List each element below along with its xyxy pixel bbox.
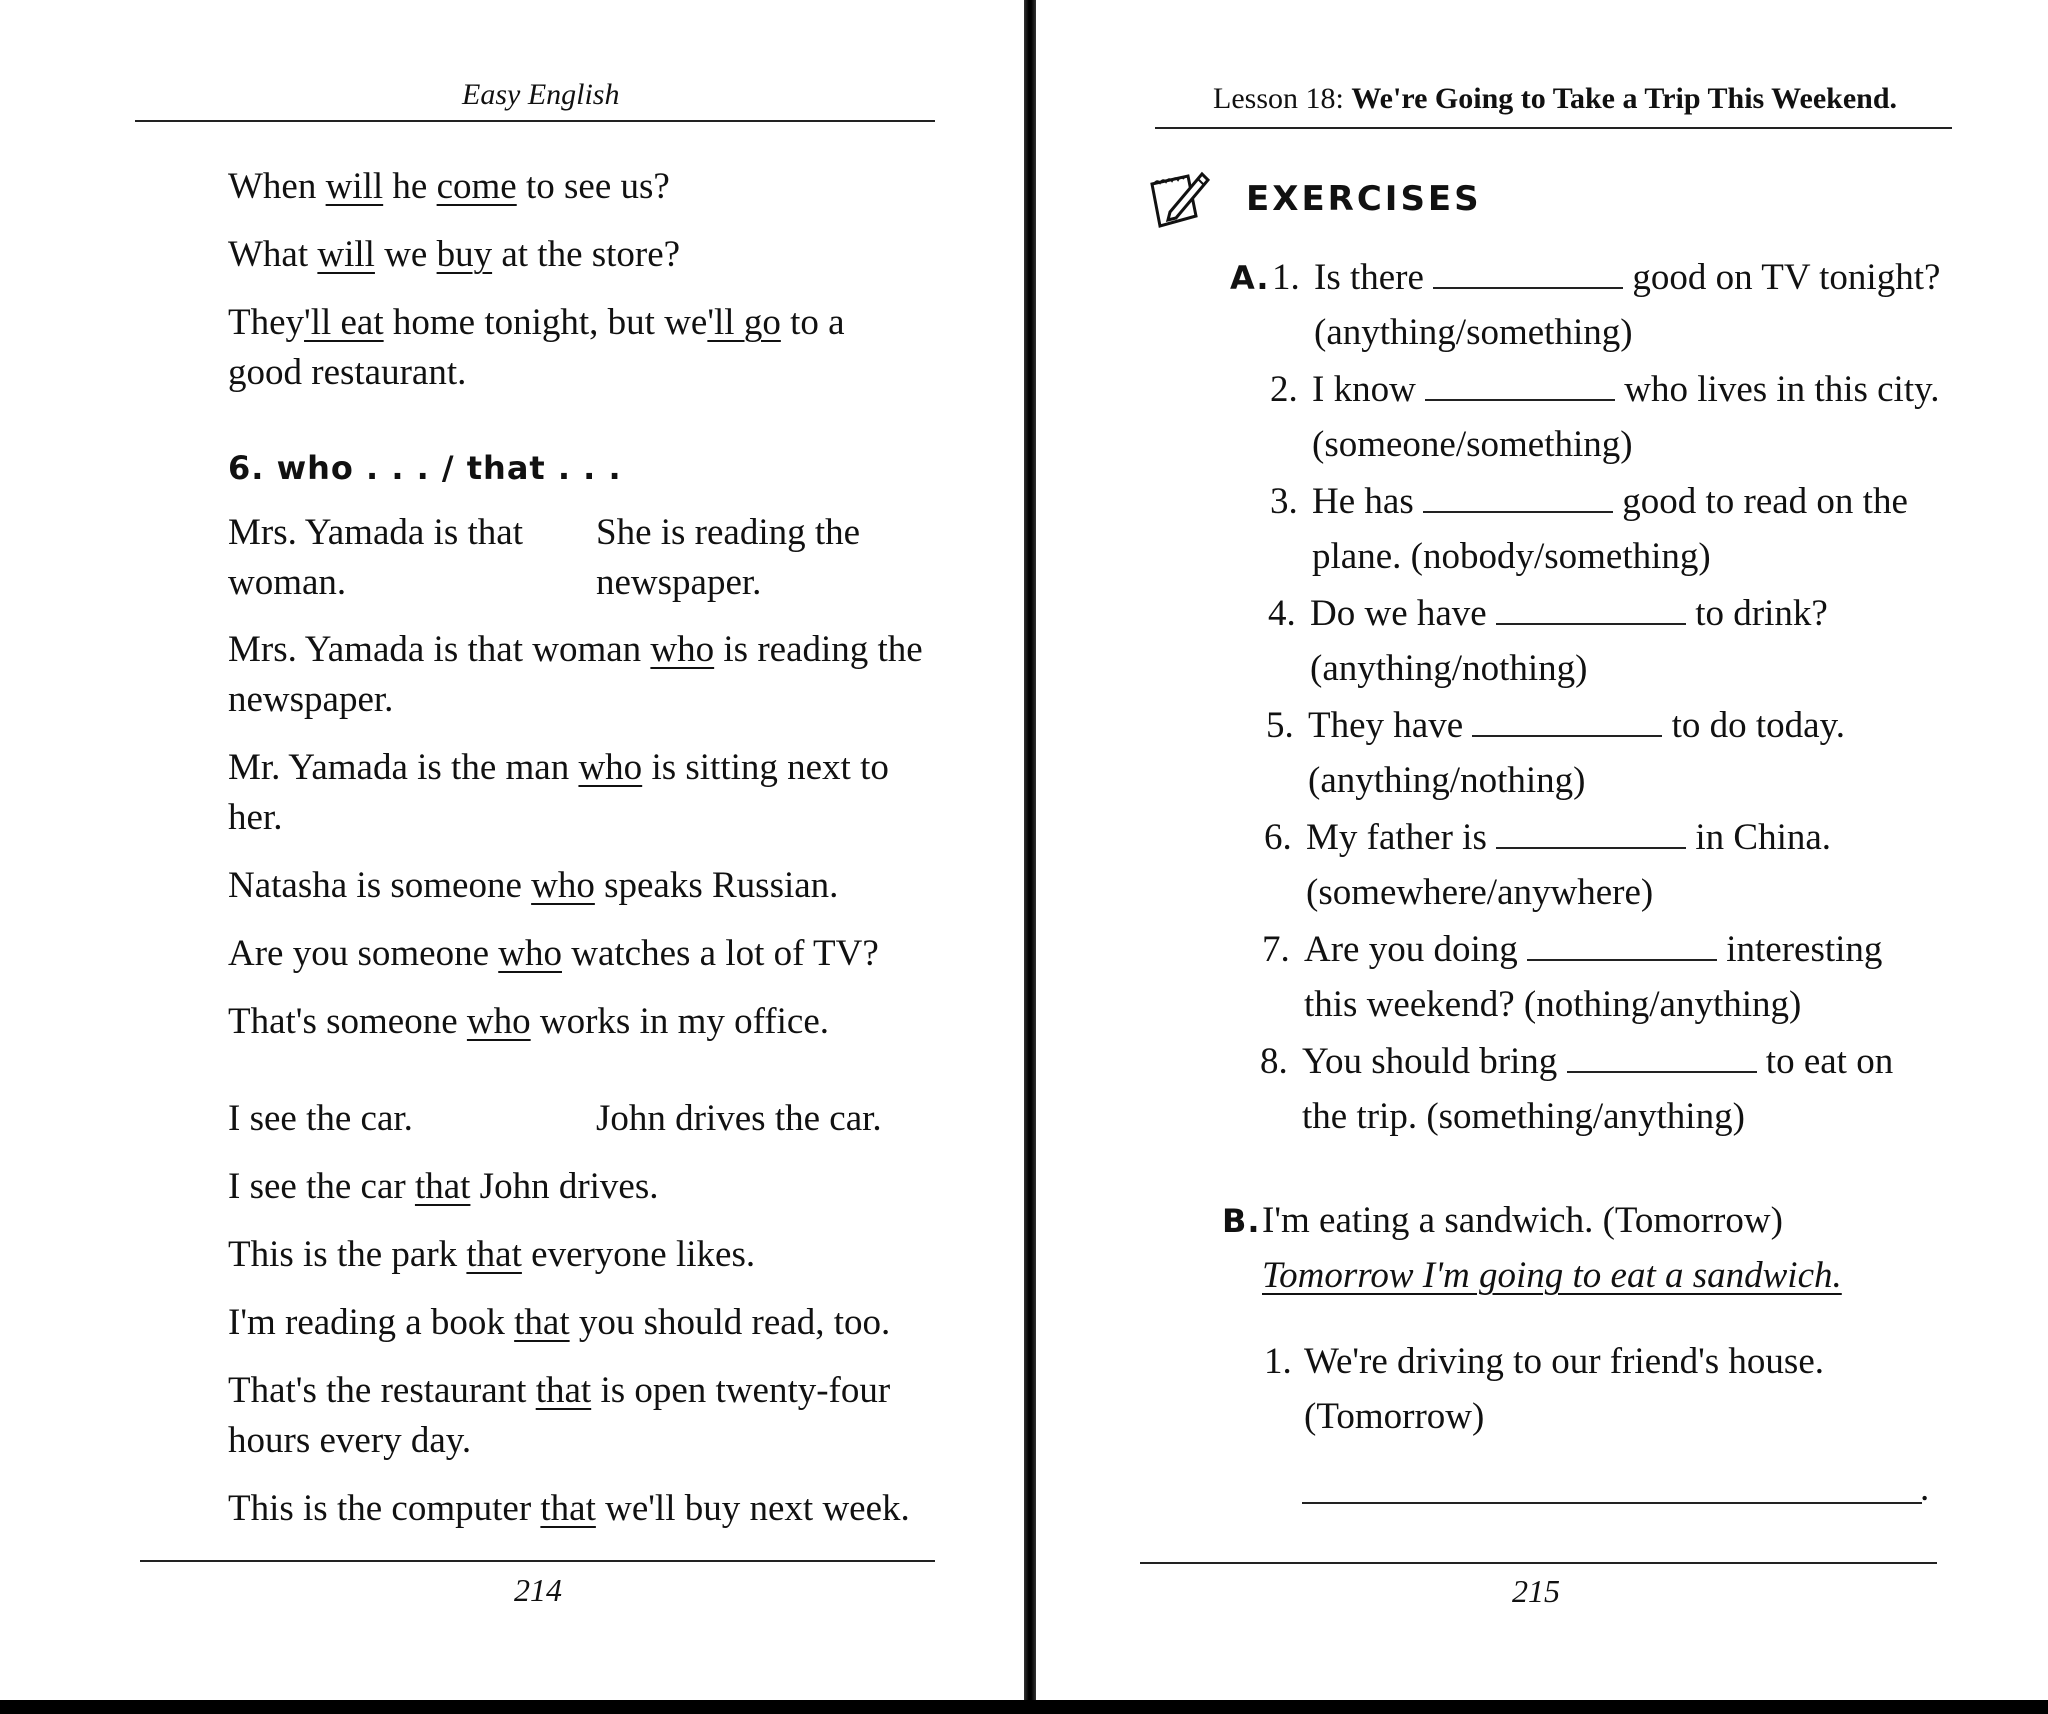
fill-in-blank[interactable] <box>1567 1041 1757 1073</box>
item-prompt-start: I know <box>1312 369 1426 410</box>
item-prompt-end: to eat on <box>1756 1041 1894 1082</box>
that-sentence <box>228 1230 755 1280</box>
exercise-a-options: (anything/nothing) <box>1308 760 1586 801</box>
underlined-word: come <box>436 166 517 207</box>
b-item-number: 1. <box>1264 1341 1292 1382</box>
underlined-word: that <box>514 1302 570 1343</box>
item-prompt-start: They have <box>1308 705 1473 746</box>
exercise-a-options: plane. (nobody/something) <box>1312 536 1711 577</box>
section-6-heading: 6. who . . . / that . . . <box>228 449 622 487</box>
pair1-right-line2: newspaper. <box>596 562 762 603</box>
b-item-line2: (Tomorrow) <box>1304 1396 1485 1437</box>
fill-in-blank[interactable] <box>1527 929 1717 961</box>
text-segment: we <box>374 234 437 275</box>
left-footer-rule <box>140 1560 935 1562</box>
text-segment: watches a lot of TV? <box>561 933 879 974</box>
exercise-a-number: 7. <box>1262 929 1290 970</box>
text-segment: That's someone <box>228 1001 467 1042</box>
left-running-head: Easy English <box>462 78 620 111</box>
text-segment: That's the restaurant <box>228 1370 536 1411</box>
section-b-prompt: I'm eating a sandwich. (Tomorrow) <box>1262 1200 1783 1241</box>
exercises-title: EXERCISES <box>1246 179 1482 219</box>
underlined-word: buy <box>436 234 493 275</box>
text-segment: When <box>228 166 326 207</box>
text-segment: we'll buy next week. <box>595 1488 910 1529</box>
underlined-word: that <box>540 1488 596 1529</box>
underlined-word: that <box>466 1234 522 1275</box>
example-sentence <box>228 162 670 212</box>
text-segment: works in my office. <box>530 1001 829 1042</box>
example-sentence <box>228 298 845 348</box>
item-prompt-end: to drink? <box>1685 593 1828 634</box>
page-bottom-edge <box>0 1700 2048 1714</box>
text-segment: speaks Russian. <box>594 865 839 906</box>
b-item-line1: We're driving to our friend's house. <box>1304 1341 1825 1382</box>
exercise-a-item <box>1312 365 1939 415</box>
exercise-a-number: 6. <box>1264 817 1292 858</box>
underlined-word: that <box>535 1370 592 1411</box>
example-sentence <box>228 230 680 280</box>
exercise-a-number: 5. <box>1266 705 1294 746</box>
pair2-right: John drives the car. <box>596 1098 882 1139</box>
text-segment: hours every day. <box>228 1420 472 1461</box>
text-segment: I see the car <box>228 1166 415 1207</box>
who-sentence <box>228 861 838 911</box>
text-segment: newspaper. <box>228 679 394 720</box>
exercise-a-number: 4. <box>1268 593 1296 634</box>
underlined-word: who <box>498 933 562 974</box>
underlined-word: will <box>325 166 384 207</box>
who-sentence <box>228 743 889 793</box>
that-sentence <box>228 1416 471 1466</box>
section-b-example: Tomorrow I'm going to eat a sandwich. <box>1262 1255 1842 1296</box>
pair1-right-line1: She is reading the <box>596 512 861 553</box>
right-header-rule <box>1155 127 1952 129</box>
exercise-a-number: 2. <box>1270 369 1298 410</box>
exercise-a-options: (somewhere/anywhere) <box>1306 872 1654 913</box>
text-segment: Are you someone <box>228 933 499 974</box>
who-sentence <box>228 625 923 675</box>
who-sentence <box>228 929 879 979</box>
exercise-a-item <box>1302 1037 1893 1087</box>
underlined-word: who <box>466 1001 531 1042</box>
text-segment: is reading the <box>714 629 923 670</box>
text-segment: Natasha is someone <box>228 865 532 906</box>
right-footer-rule <box>1140 1562 1937 1564</box>
b-answer-period: . <box>1920 1468 1930 1509</box>
item-prompt-start: Are you doing <box>1304 929 1527 970</box>
underlined-word: 'll eat <box>304 302 384 343</box>
exercise-a-number: 8. <box>1260 1041 1288 1082</box>
item-prompt-start: You should bring <box>1302 1041 1567 1082</box>
item-prompt-start: Is there <box>1314 257 1434 298</box>
that-sentence <box>228 1484 910 1534</box>
item-prompt-end: in China. <box>1686 817 1832 858</box>
who-sentence <box>228 997 829 1047</box>
lesson-title: We're Going to Take a Trip This Weekend. <box>1351 82 1898 115</box>
exercise-a-options: this weekend? (nothing/anything) <box>1304 984 1802 1025</box>
that-sentence <box>228 1366 890 1416</box>
text-segment: home tonight, but we <box>383 302 708 343</box>
underlined-word: who <box>650 629 715 670</box>
item-prompt-end: good to read on the <box>1612 481 1908 522</box>
underlined-word: who <box>531 865 595 906</box>
text-segment: good restaurant. <box>228 352 467 393</box>
text-segment: you should read, too. <box>569 1302 891 1343</box>
right-page-number: 215 <box>1512 1573 1560 1609</box>
that-sentence <box>228 1162 659 1212</box>
exercise-a-item <box>1312 477 1908 527</box>
who-sentence <box>228 793 282 843</box>
exercise-a-item <box>1310 589 1828 639</box>
underlined-word: 'll go <box>707 302 781 343</box>
item-prompt-start: My father is <box>1306 817 1497 858</box>
fill-in-blank[interactable] <box>1425 369 1615 401</box>
text-segment: is sitting next to <box>642 747 889 788</box>
exercise-a-number: 1. <box>1272 257 1300 298</box>
text-segment: he <box>383 166 437 207</box>
section-a-label: A. <box>1230 259 1270 297</box>
text-segment: What <box>228 234 318 275</box>
fill-in-blank[interactable] <box>1496 817 1686 849</box>
section-b-label: B. <box>1222 1202 1261 1240</box>
text-segment: John drives. <box>470 1166 659 1207</box>
underlined-word: will <box>317 234 375 275</box>
notepad-pencil-icon <box>1148 168 1214 234</box>
fill-in-blank[interactable] <box>1496 593 1686 625</box>
left-header-rule <box>135 120 935 122</box>
item-prompt-end: to do today. <box>1662 705 1845 746</box>
exercise-a-number: 3. <box>1270 481 1298 522</box>
left-page-number: 214 <box>514 1572 562 1608</box>
exercise-a-item <box>1308 701 1845 751</box>
item-prompt-end: who lives in this city. <box>1615 369 1940 410</box>
item-prompt-start: He has <box>1312 481 1423 522</box>
text-segment: everyone likes. <box>521 1234 756 1275</box>
pair1-left-line1: Mrs. Yamada is that <box>228 512 523 553</box>
text-segment: I'm reading a book <box>228 1302 515 1343</box>
text-segment: This is the park <box>228 1234 467 1275</box>
right-running-head <box>1213 74 1897 124</box>
item-prompt-end: good on TV tonight? <box>1623 257 1941 298</box>
pair2-left: I see the car. <box>228 1098 413 1139</box>
text-segment: to see us? <box>516 166 670 207</box>
book-spine <box>1024 0 1036 1714</box>
text-segment: her. <box>228 797 283 838</box>
lesson-number: Lesson 18: <box>1213 82 1352 115</box>
fill-in-blank[interactable] <box>1433 257 1623 289</box>
underlined-word: that <box>414 1166 471 1207</box>
who-sentence <box>228 675 393 725</box>
item-prompt-start: Do we have <box>1310 593 1496 634</box>
pair1-left-line2: woman. <box>228 562 347 603</box>
item-prompt-end: interesting <box>1717 929 1883 970</box>
exercise-a-item <box>1306 813 1831 863</box>
exercise-a-options: (someone/something) <box>1312 424 1633 465</box>
underlined-word: who <box>578 747 643 788</box>
text-segment: They <box>228 302 305 343</box>
text-segment: Mr. Yamada is the man <box>228 747 579 788</box>
that-sentence <box>228 1298 890 1348</box>
example-sentence <box>228 348 466 398</box>
exercise-a-item <box>1304 925 1882 975</box>
text-segment: Mrs. Yamada is that woman <box>228 629 651 670</box>
exercise-a-options: (anything/nothing) <box>1310 648 1588 689</box>
fill-in-blank[interactable] <box>1423 481 1613 513</box>
exercise-a-item <box>1314 253 1940 303</box>
text-segment: at the store? <box>492 234 681 275</box>
text-segment: to a <box>780 302 845 343</box>
b-answer-line[interactable] <box>1302 1502 1922 1504</box>
text-segment: This is the computer <box>228 1488 541 1529</box>
text-segment: is open twenty-four <box>591 1370 891 1411</box>
fill-in-blank[interactable] <box>1472 705 1662 737</box>
exercise-a-options: the trip. (something/anything) <box>1302 1096 1745 1137</box>
exercise-a-options: (anything/something) <box>1314 312 1633 353</box>
